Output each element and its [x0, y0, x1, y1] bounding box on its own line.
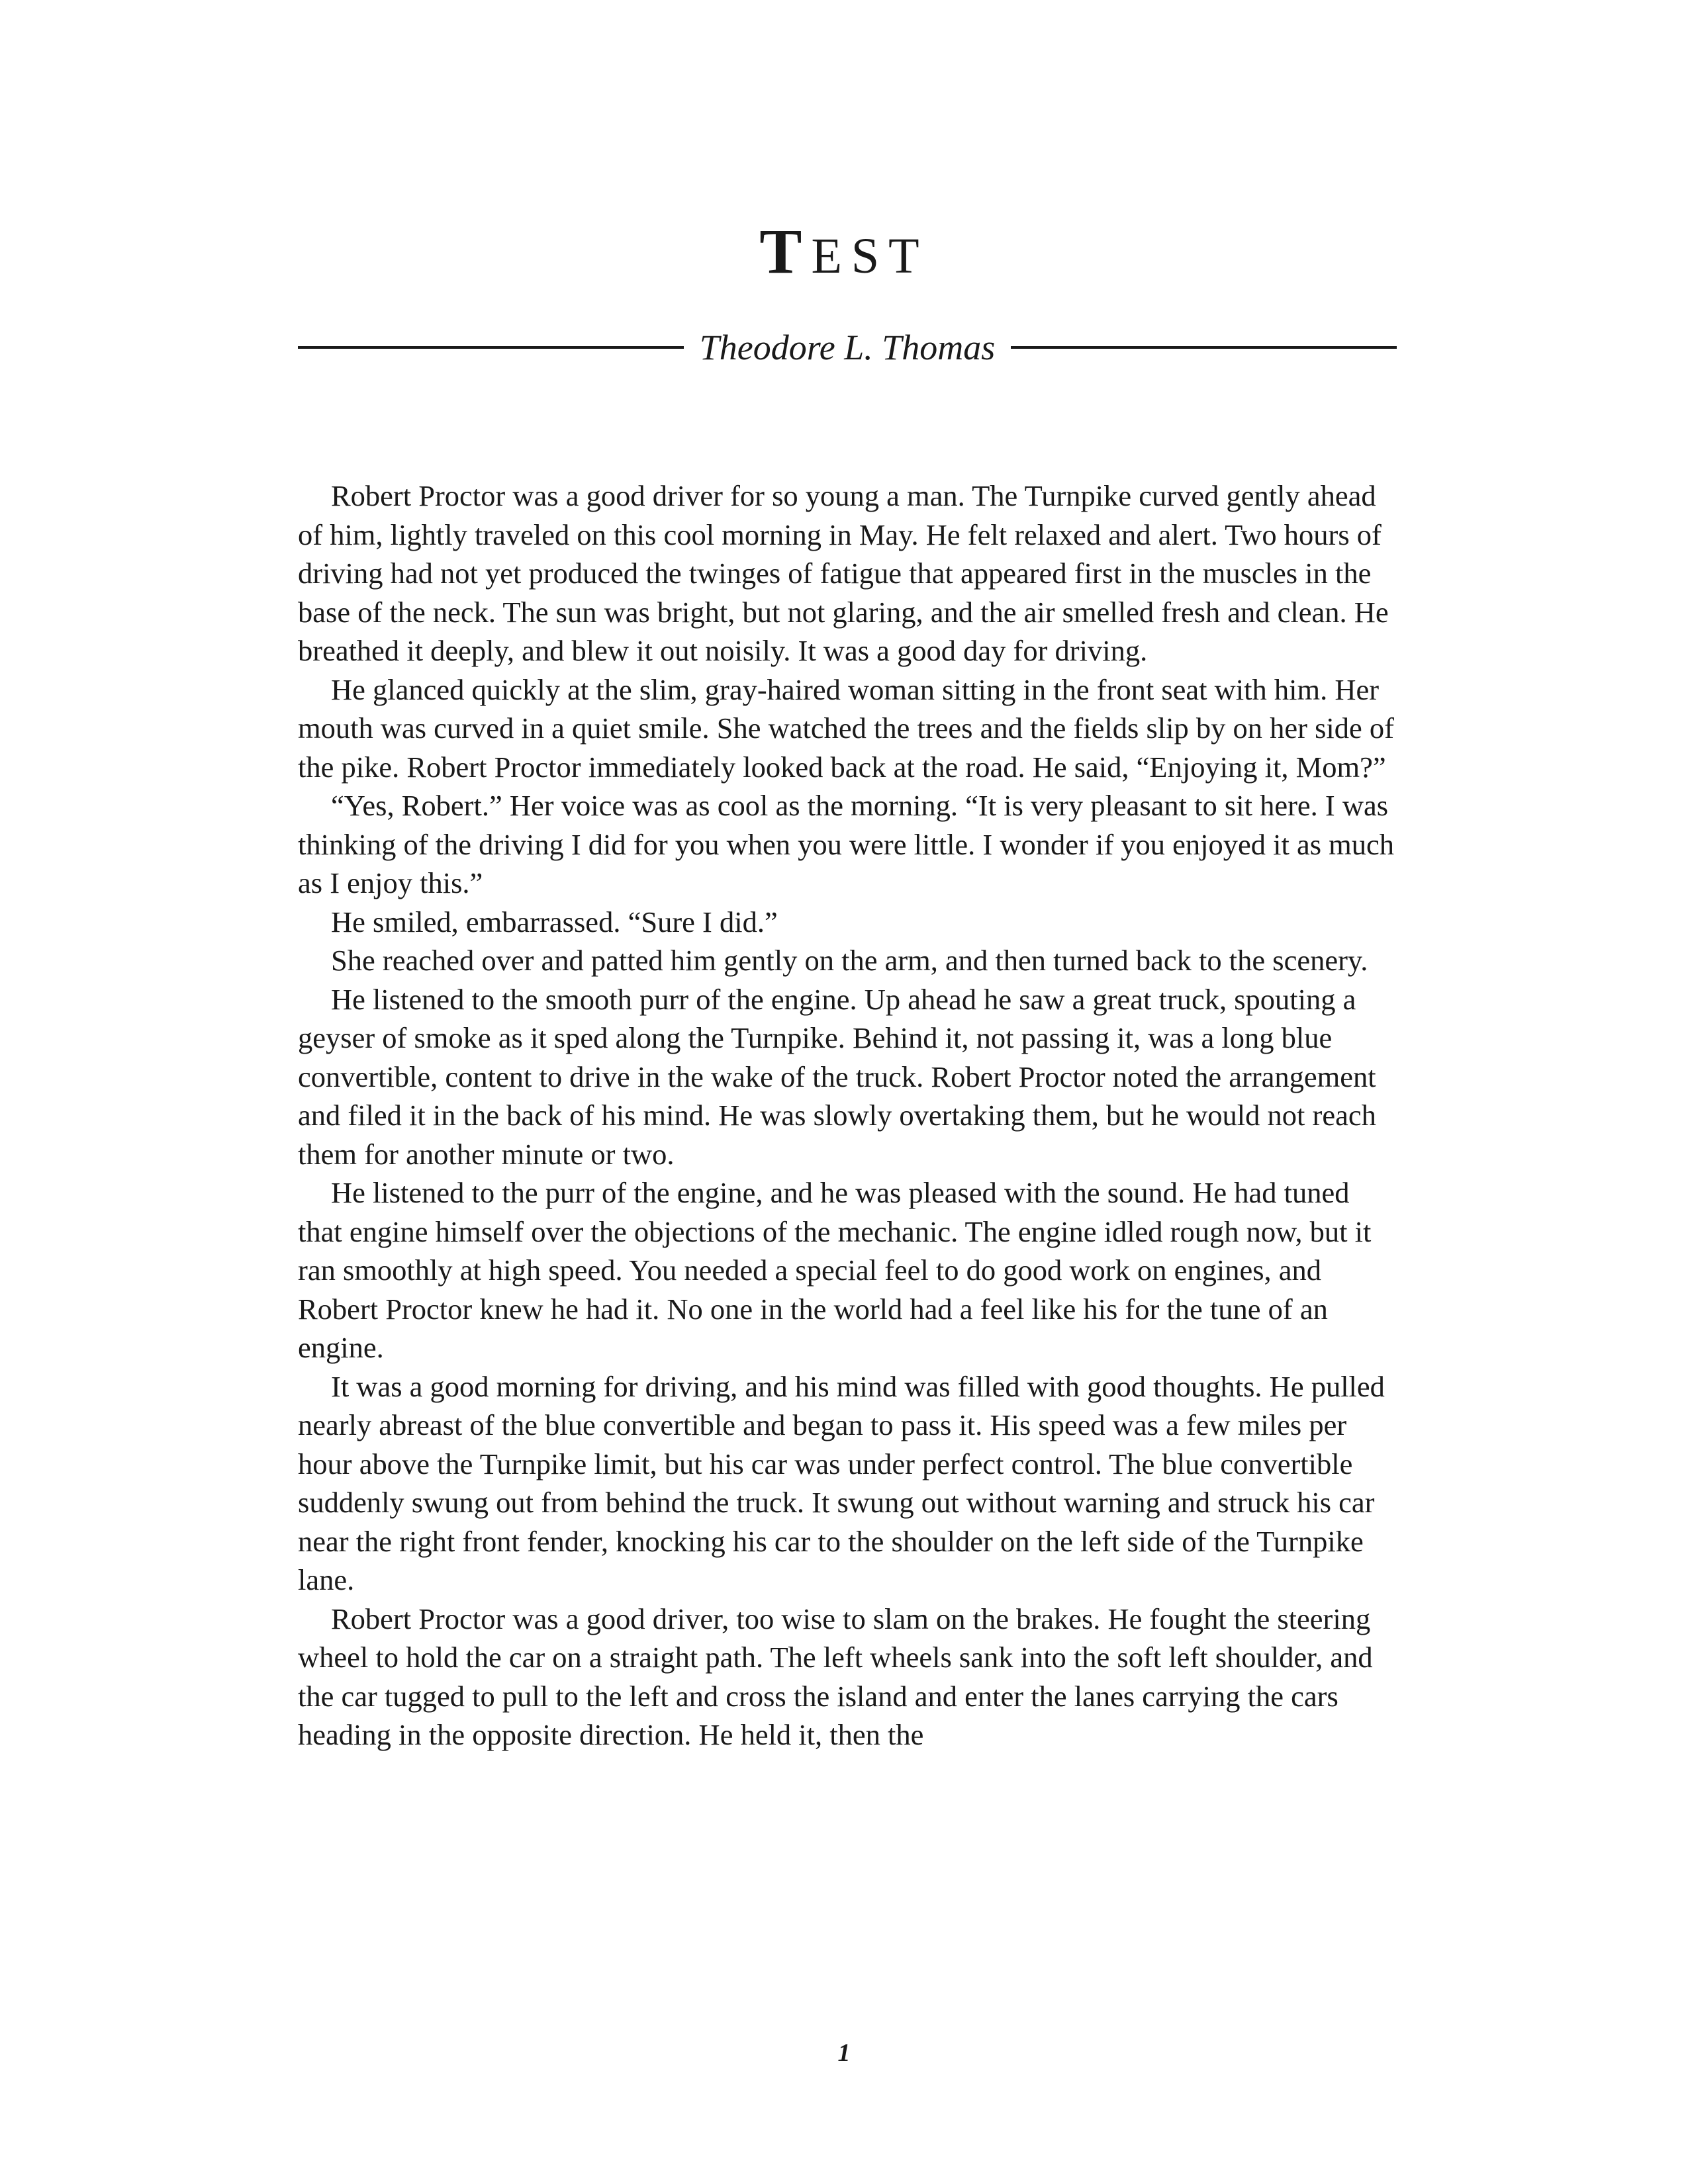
author-name: Theodore L. Thomas — [699, 328, 996, 367]
byline-rule-left — [298, 346, 684, 349]
paragraph: It was a good morning for driving, and his mind was filled with good thoughts. He pulled nearly abreast of the blue convertible and began to pass it. His speed was a few miles per hour above the Turnpike limit, but his car was under perfect control. The blue convertible suddenly swung out from behind the truck. It swung out without warning and struck his car near the right front fender, knocking his car to the shoulder on the left side of the Turnpike lane. — [298, 1369, 1385, 1596]
paragraph: He listened to the purr of the engine, and he was pleased with the sound. He had tuned that engine himself over the objections of the mechanic. The engine idled rough now, but it ran smoothly at high speed. You needed a special feel to do good work on engines, and Robert Proctor knew he had it. No one in the world had a feel like his for the tune of an engine. — [298, 1176, 1372, 1364]
byline — [298, 324, 1397, 371]
title-initial: T — [759, 216, 812, 287]
title-rest: EST — [811, 228, 929, 284]
paragraph: Robert Proctor was a good driver, too wise to slam on the brakes. He fought the steering wheel to hold the car on a straight path. The left wheels sank into the soft left shoulder, and the car tugged to pull to the left and cross the island and enter the lanes carrying the cars heading in the opposite direction. He held it, then the — [298, 1602, 1373, 1751]
paragraph: “Yes, Robert.” Her voice was as cool as the morning. “It is very pleasant to sit here. I was thinking of the driving I did for you when you were little. I wonder if you enjoyed it as much as I enjoy this.” — [298, 789, 1395, 899]
paragraph: Robert Proctor was a good driver for so young a man. The Turnpike curved gently ahead of him, lightly traveled on this cool morning in May. He felt relaxed and alert. Two hours of driving had not yet produced the twinges of fatigue that appeared first in the muscles in the base of the neck. The sun was bright, but not glaring, and the air smelled fresh and clean. He breathed it deeply, and blew it out noisily. It was a good day for driving. — [298, 479, 1389, 667]
story-title — [0, 218, 1688, 289]
paragraph: He listened to the smooth purr of the engine. Up ahead he saw a great truck, spouting a geyser of smoke as it sped along the Turnpike. Behind it, not passing it, was a long blue convertible, content to drive in the wake of the truck. Robert Proctor noted the arrangement and filed it in the back of his mind. He was slowly overtaking them, but he would not reach them for another minute or two. — [298, 982, 1376, 1171]
story-body — [298, 477, 1397, 1754]
paragraph: He smiled, embarrassed. “Sure I did.” — [331, 905, 778, 938]
byline-rule-right — [1011, 346, 1397, 349]
page-number: 1 — [837, 2039, 851, 2067]
paragraph: He glanced quickly at the slim, gray-haired woman sitting in the front seat with him. Her mouth was curved in a quiet smile. She watched the trees and the fields slip by on her side of the pike. Robert Proctor immediately looked back at the road. He said, “Enjoying it, Mom?” — [298, 672, 1394, 784]
paragraph: She reached over and patted him gently on the arm, and then turned back to the scenery. — [331, 944, 1368, 977]
